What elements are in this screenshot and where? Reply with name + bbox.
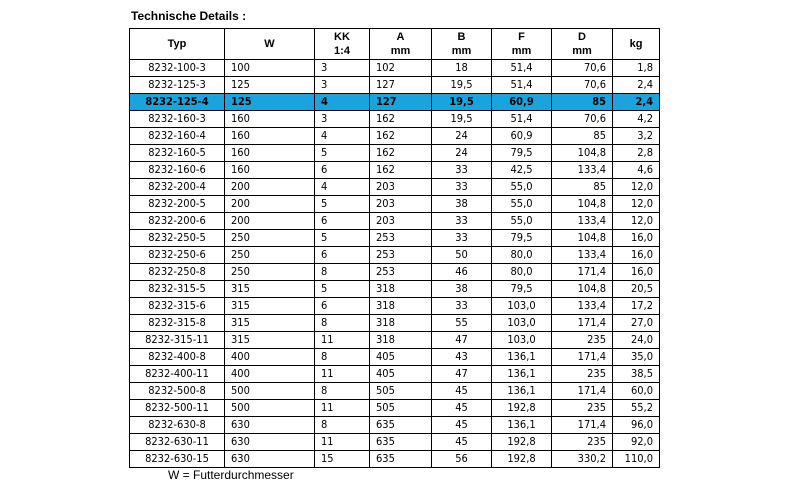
cell-w: 125	[225, 77, 315, 94]
cell-f: 42,5	[492, 162, 552, 179]
cell-typ: 8232-200-5	[130, 196, 225, 213]
cell-kg: 1,8	[613, 60, 660, 77]
cell-b: 24	[432, 145, 492, 162]
cell-kg: 60,0	[613, 383, 660, 400]
cell-b: 47	[432, 332, 492, 349]
cell-kg: 55,2	[613, 400, 660, 417]
cell-kk: 3	[315, 60, 370, 77]
cell-d: 235	[552, 366, 613, 383]
cell-a: 318	[370, 315, 432, 332]
cell-typ: 8232-100-3	[130, 60, 225, 77]
cell-a: 203	[370, 213, 432, 230]
cell-typ: 8232-200-4	[130, 179, 225, 196]
cell-d: 235	[552, 400, 613, 417]
cell-b: 19,5	[432, 111, 492, 128]
table-row	[130, 145, 660, 162]
cell-typ: 8232-315-6	[130, 298, 225, 315]
cell-typ: 8232-630-15	[130, 451, 225, 468]
cell-kk: 8	[315, 315, 370, 332]
cell-f: 80,0	[492, 247, 552, 264]
table-row	[130, 281, 660, 298]
table-row	[130, 179, 660, 196]
cell-w: 250	[225, 230, 315, 247]
table-row	[130, 366, 660, 383]
table-row	[130, 128, 660, 145]
cell-w: 315	[225, 298, 315, 315]
cell-d: 171,4	[552, 383, 613, 400]
table-row	[130, 383, 660, 400]
cell-f: 55,0	[492, 179, 552, 196]
cell-typ: 8232-250-5	[130, 230, 225, 247]
table-row	[130, 60, 660, 77]
cell-w: 100	[225, 60, 315, 77]
cell-kg: 12,0	[613, 213, 660, 230]
cell-kg: 4,6	[613, 162, 660, 179]
cell-d: 133,4	[552, 213, 613, 230]
cell-d: 171,4	[552, 417, 613, 434]
header-kk: KK 1:4	[315, 29, 370, 60]
cell-typ: 8232-315-11	[130, 332, 225, 349]
cell-f: 136,1	[492, 366, 552, 383]
table-row	[130, 94, 660, 111]
cell-a: 635	[370, 451, 432, 468]
table-row	[130, 77, 660, 94]
cell-w: 160	[225, 128, 315, 145]
cell-kk: 3	[315, 111, 370, 128]
cell-a: 203	[370, 196, 432, 213]
cell-typ: 8232-400-8	[130, 349, 225, 366]
cell-a: 162	[370, 128, 432, 145]
cell-a: 318	[370, 332, 432, 349]
table-row	[130, 196, 660, 213]
cell-kg: 24,0	[613, 332, 660, 349]
cell-a: 318	[370, 298, 432, 315]
cell-b: 46	[432, 264, 492, 281]
cell-typ: 8232-315-8	[130, 315, 225, 332]
cell-d: 85	[552, 94, 613, 111]
cell-w: 160	[225, 162, 315, 179]
table-header-row	[130, 29, 660, 60]
cell-typ: 8232-160-6	[130, 162, 225, 179]
cell-kk: 5	[315, 145, 370, 162]
cell-f: 51,4	[492, 60, 552, 77]
cell-d: 104,8	[552, 145, 613, 162]
cell-f: 103,0	[492, 315, 552, 332]
cell-b: 45	[432, 383, 492, 400]
cell-a: 405	[370, 349, 432, 366]
cell-w: 200	[225, 213, 315, 230]
cell-kg: 12,0	[613, 179, 660, 196]
cell-kg: 20,5	[613, 281, 660, 298]
cell-a: 127	[370, 94, 432, 111]
table-row	[130, 264, 660, 281]
cell-a: 505	[370, 383, 432, 400]
cell-a: 253	[370, 230, 432, 247]
cell-a: 405	[370, 366, 432, 383]
cell-f: 80,0	[492, 264, 552, 281]
cell-d: 171,4	[552, 264, 613, 281]
cell-d: 133,4	[552, 162, 613, 179]
cell-b: 38	[432, 281, 492, 298]
cell-w: 125	[225, 94, 315, 111]
cell-f: 136,1	[492, 349, 552, 366]
cell-kg: 110,0	[613, 451, 660, 468]
cell-kg: 3,2	[613, 128, 660, 145]
cell-a: 203	[370, 179, 432, 196]
cell-kk: 8	[315, 417, 370, 434]
cell-kk: 4	[315, 128, 370, 145]
cell-kg: 4,2	[613, 111, 660, 128]
cell-kk: 11	[315, 400, 370, 417]
cell-b: 18	[432, 60, 492, 77]
cell-typ: 8232-250-6	[130, 247, 225, 264]
cell-f: 79,5	[492, 145, 552, 162]
cell-b: 33	[432, 213, 492, 230]
page-title: Technische Details :	[131, 9, 247, 23]
cell-kk: 6	[315, 162, 370, 179]
cell-b: 33	[432, 298, 492, 315]
table-row	[130, 162, 660, 179]
cell-typ: 8232-160-5	[130, 145, 225, 162]
cell-f: 51,4	[492, 111, 552, 128]
header-d: D mm	[552, 29, 613, 60]
cell-typ: 8232-250-8	[130, 264, 225, 281]
cell-kg: 38,5	[613, 366, 660, 383]
table-row	[130, 111, 660, 128]
cell-w: 315	[225, 315, 315, 332]
cell-b: 47	[432, 366, 492, 383]
cell-a: 127	[370, 77, 432, 94]
cell-a: 162	[370, 162, 432, 179]
cell-b: 33	[432, 179, 492, 196]
cell-d: 133,4	[552, 298, 613, 315]
cell-kk: 8	[315, 264, 370, 281]
table-row	[130, 213, 660, 230]
cell-kk: 3	[315, 77, 370, 94]
cell-a: 162	[370, 111, 432, 128]
cell-b: 24	[432, 128, 492, 145]
cell-b: 45	[432, 400, 492, 417]
table-row	[130, 298, 660, 315]
cell-a: 253	[370, 264, 432, 281]
cell-kk: 5	[315, 281, 370, 298]
cell-kk: 8	[315, 383, 370, 400]
cell-kg: 2,4	[613, 77, 660, 94]
cell-d: 70,6	[552, 77, 613, 94]
cell-kg: 16,0	[613, 247, 660, 264]
cell-typ: 8232-500-8	[130, 383, 225, 400]
cell-kg: 2,8	[613, 145, 660, 162]
cell-kk: 6	[315, 298, 370, 315]
cell-w: 630	[225, 417, 315, 434]
table-row	[130, 349, 660, 366]
cell-w: 400	[225, 366, 315, 383]
cell-kk: 5	[315, 230, 370, 247]
cell-f: 51,4	[492, 77, 552, 94]
cell-typ: 8232-400-11	[130, 366, 225, 383]
cell-f: 192,8	[492, 400, 552, 417]
cell-f: 103,0	[492, 298, 552, 315]
cell-f: 136,1	[492, 383, 552, 400]
cell-w: 160	[225, 145, 315, 162]
cell-typ: 8232-500-11	[130, 400, 225, 417]
cell-w: 315	[225, 281, 315, 298]
cell-kg: 2,4	[613, 94, 660, 111]
cell-d: 85	[552, 179, 613, 196]
cell-kg: 16,0	[613, 230, 660, 247]
cell-f: 192,8	[492, 451, 552, 468]
cell-w: 200	[225, 196, 315, 213]
table-row	[130, 247, 660, 264]
cell-b: 19,5	[432, 94, 492, 111]
cell-kg: 27,0	[613, 315, 660, 332]
cell-b: 33	[432, 230, 492, 247]
cell-b: 45	[432, 434, 492, 451]
cell-f: 55,0	[492, 213, 552, 230]
cell-kg: 92,0	[613, 434, 660, 451]
cell-b: 56	[432, 451, 492, 468]
cell-w: 250	[225, 247, 315, 264]
header-typ: Typ	[130, 29, 225, 60]
cell-d: 70,6	[552, 111, 613, 128]
cell-a: 635	[370, 434, 432, 451]
cell-w: 500	[225, 383, 315, 400]
cell-kk: 4	[315, 94, 370, 111]
cell-w: 250	[225, 264, 315, 281]
technical-details-table	[129, 28, 660, 468]
cell-f: 55,0	[492, 196, 552, 213]
cell-kk: 6	[315, 247, 370, 264]
cell-b: 50	[432, 247, 492, 264]
cell-b: 33	[432, 162, 492, 179]
cell-kg: 12,0	[613, 196, 660, 213]
cell-b: 38	[432, 196, 492, 213]
cell-w: 630	[225, 451, 315, 468]
cell-b: 19,5	[432, 77, 492, 94]
table-body	[130, 60, 660, 468]
cell-typ: 8232-630-8	[130, 417, 225, 434]
table-row	[130, 332, 660, 349]
cell-d: 104,8	[552, 230, 613, 247]
cell-kk: 5	[315, 196, 370, 213]
cell-d: 171,4	[552, 349, 613, 366]
cell-b: 43	[432, 349, 492, 366]
cell-kk: 8	[315, 349, 370, 366]
cell-kk: 11	[315, 332, 370, 349]
header-f: F mm	[492, 29, 552, 60]
cell-f: 60,9	[492, 128, 552, 145]
cell-d: 235	[552, 434, 613, 451]
cell-d: 330,2	[552, 451, 613, 468]
cell-a: 635	[370, 417, 432, 434]
cell-a: 102	[370, 60, 432, 77]
cell-kk: 11	[315, 366, 370, 383]
cell-kg: 96,0	[613, 417, 660, 434]
header-b: B mm	[432, 29, 492, 60]
cell-w: 400	[225, 349, 315, 366]
cell-typ: 8232-125-4	[130, 94, 225, 111]
table-row	[130, 417, 660, 434]
cell-kg: 17,2	[613, 298, 660, 315]
cell-d: 235	[552, 332, 613, 349]
cell-f: 103,0	[492, 332, 552, 349]
table-row	[130, 230, 660, 247]
cell-d: 104,8	[552, 196, 613, 213]
cell-w: 200	[225, 179, 315, 196]
header-w: W	[225, 29, 315, 60]
cell-w: 315	[225, 332, 315, 349]
cell-f: 79,5	[492, 230, 552, 247]
header-kg: kg	[613, 29, 660, 60]
cell-f: 192,8	[492, 434, 552, 451]
cell-d: 70,6	[552, 60, 613, 77]
cell-w: 630	[225, 434, 315, 451]
cell-w: 160	[225, 111, 315, 128]
cell-d: 85	[552, 128, 613, 145]
cell-a: 505	[370, 400, 432, 417]
header-a: A mm	[370, 29, 432, 60]
footnote: W = Futterdurchmesser	[168, 468, 294, 482]
cell-d: 104,8	[552, 281, 613, 298]
cell-kk: 11	[315, 434, 370, 451]
table-row	[130, 434, 660, 451]
cell-b: 55	[432, 315, 492, 332]
cell-b: 45	[432, 417, 492, 434]
cell-f: 60,9	[492, 94, 552, 111]
cell-d: 171,4	[552, 315, 613, 332]
cell-kg: 35,0	[613, 349, 660, 366]
cell-typ: 8232-160-4	[130, 128, 225, 145]
cell-kk: 4	[315, 179, 370, 196]
cell-kk: 6	[315, 213, 370, 230]
cell-d: 133,4	[552, 247, 613, 264]
cell-kg: 16,0	[613, 264, 660, 281]
cell-w: 500	[225, 400, 315, 417]
cell-typ: 8232-125-3	[130, 77, 225, 94]
table-row	[130, 400, 660, 417]
cell-f: 79,5	[492, 281, 552, 298]
table-row	[130, 315, 660, 332]
cell-f: 136,1	[492, 417, 552, 434]
cell-a: 318	[370, 281, 432, 298]
cell-typ: 8232-160-3	[130, 111, 225, 128]
cell-kk: 15	[315, 451, 370, 468]
cell-typ: 8232-315-5	[130, 281, 225, 298]
cell-typ: 8232-630-11	[130, 434, 225, 451]
cell-a: 253	[370, 247, 432, 264]
cell-typ: 8232-200-6	[130, 213, 225, 230]
table-row	[130, 451, 660, 468]
cell-a: 162	[370, 145, 432, 162]
